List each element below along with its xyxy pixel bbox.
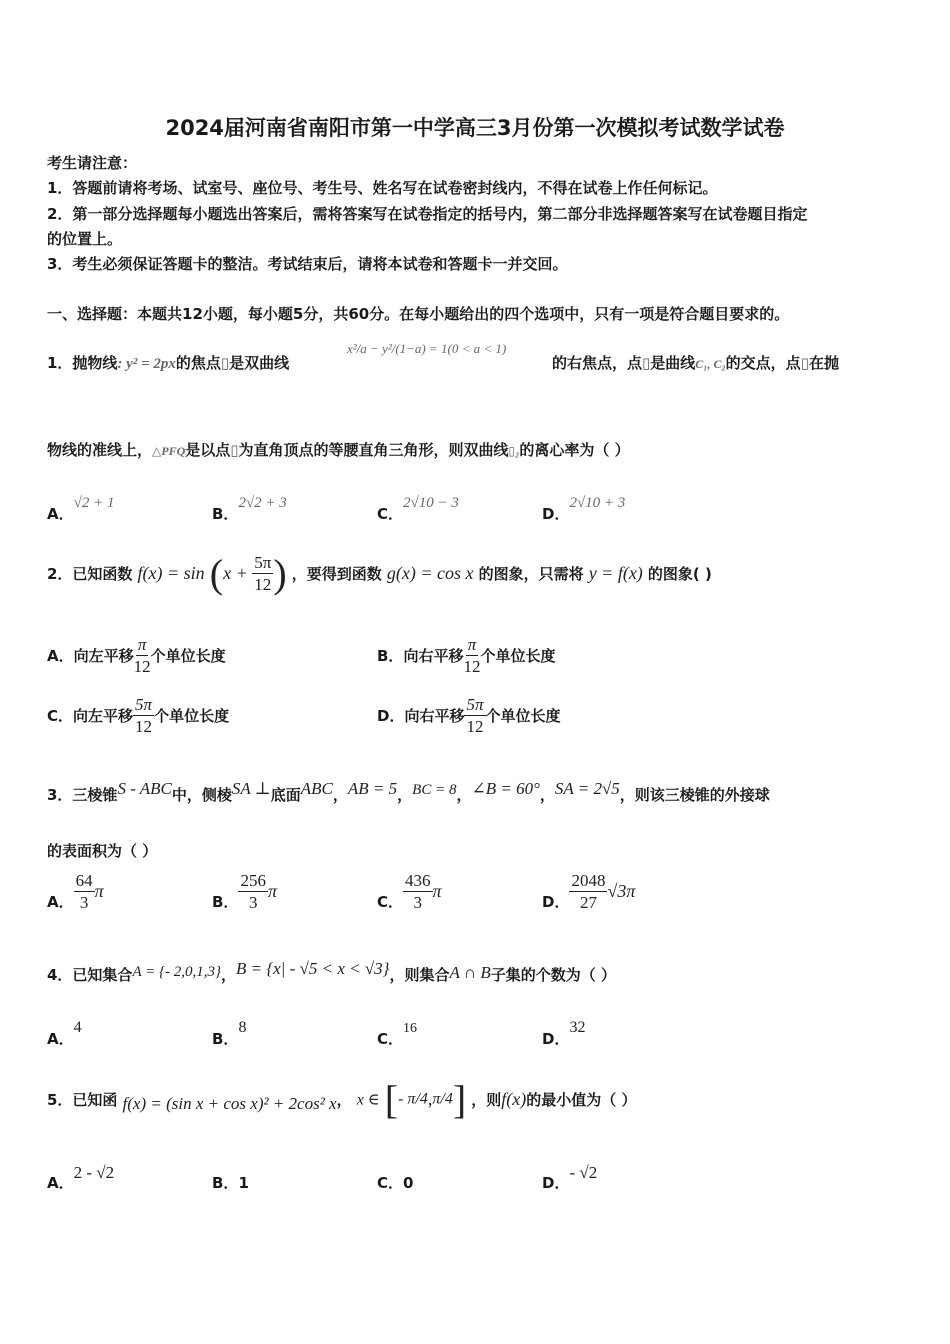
q5-option-c[interactable]	[377, 1172, 413, 1193]
question-4	[47, 959, 616, 985]
q3-sa-length: SA = 2√5	[554, 779, 620, 798]
q1-text-6: 的交点，点	[725, 354, 801, 372]
q5-domain-upper: π/4	[432, 1090, 453, 1108]
option-label: C．	[377, 893, 404, 911]
q1-text-4: 的右焦点，点	[552, 354, 643, 372]
q2-function-g: g(x) = cos x	[386, 563, 474, 583]
q4-option-c[interactable]	[377, 1016, 418, 1048]
q3-pyramid: S - ABC	[117, 779, 172, 798]
option-fraction	[74, 872, 95, 911]
option-pre: 向右平移	[403, 647, 464, 665]
section-heading: 一、选择题：本题共12小题，每小题5分，共60分。在每小题给出的四个选项中，只有一项是符合题目要求的。	[47, 305, 790, 323]
q5-text-3: 的最小值为（ ）	[526, 1091, 637, 1109]
frac-num: π	[137, 635, 147, 654]
q1-option-b[interactable]	[212, 491, 287, 523]
option-fraction	[463, 636, 480, 675]
frac-den: 12	[463, 657, 481, 676]
q2-option-b[interactable]	[377, 636, 555, 675]
q3-ab: AB = 5	[347, 779, 398, 798]
option-post: 个单位长度	[154, 707, 230, 725]
frac-den: 12	[466, 717, 484, 736]
option-fraction	[569, 872, 607, 911]
option-label: C．	[47, 707, 74, 725]
option-fraction	[134, 636, 151, 675]
q4-text-1: 4．已知集合	[47, 966, 133, 984]
option-pre: 向左平移	[73, 647, 134, 665]
q2-paren-close: )	[273, 551, 287, 596]
option-fraction	[403, 872, 433, 911]
frac-den: 12	[254, 575, 272, 594]
q1-text-9: 是以点	[185, 441, 231, 459]
option-pre: 向左平移	[73, 707, 134, 725]
option-value: 2√10 + 3	[569, 495, 626, 511]
q4-set-a: A = {- 2,0,1,3}	[132, 964, 221, 980]
q2-option-c[interactable]	[47, 696, 229, 735]
q5-bracket-open: [	[384, 1077, 399, 1122]
q5-option-b[interactable]	[212, 1172, 249, 1193]
option-label: D．	[542, 1174, 570, 1192]
option-label: B．	[377, 647, 404, 665]
q2-function-f: f(x) = sin	[137, 563, 205, 583]
option-fraction	[133, 696, 154, 735]
q1-line2	[47, 439, 630, 460]
q2-arg: x +	[223, 563, 253, 583]
frac-num: 64	[75, 871, 93, 890]
frac-den: 3	[248, 893, 258, 912]
option-value: 2√10 − 3	[403, 495, 459, 511]
page-title: 2024届河南省南阳市第一中学高三3月份第一次模拟考试数学试卷	[165, 116, 785, 140]
q5-function: f(x) = (sin x + cos x)² + 2cos² x	[122, 1093, 337, 1113]
option-pre: 向右平移	[404, 707, 465, 725]
frac-den: 3	[79, 893, 89, 912]
option-suffix: π	[432, 881, 442, 901]
q2-function-y: y = f(x)	[588, 563, 643, 583]
q2-paren-open: (	[209, 551, 224, 596]
notice-heading: 考生请注意：	[47, 154, 138, 172]
option-suffix: π	[267, 881, 277, 901]
q1-curves: C₁, C₂	[695, 357, 726, 371]
q3-option-c[interactable]	[377, 872, 442, 911]
q1-line1-right	[552, 352, 839, 373]
q1-option-a[interactable]	[47, 491, 115, 523]
frac-den: 12	[133, 657, 151, 676]
notice-item-3: 3．考生必须保证答题卡的整洁。考试结束后，请将本试卷和答题卡一并交回。	[47, 255, 568, 273]
q1-option-d[interactable]	[542, 491, 626, 523]
q3-line2: 的表面积为（ ）	[47, 842, 158, 860]
q5-text-1: 5．已知函	[47, 1091, 118, 1109]
notice-item-1: 1．答题前请将考场、试室号、座位号、考生号、姓名写在试卷密封线内，不得在试卷上作任何标记。	[47, 179, 718, 197]
q4-intersection: A ∩ B	[449, 963, 491, 982]
question-5	[47, 1076, 637, 1123]
q5-option-d[interactable]	[542, 1162, 598, 1192]
frac-den: 27	[579, 893, 597, 912]
q1-text-11: 的离心率为（ ）	[519, 441, 630, 459]
q1-option-c[interactable]	[377, 491, 459, 523]
q5-domain-sep: ,	[427, 1089, 433, 1109]
option-post: 个单位长度	[485, 707, 561, 725]
q1-text-7: 在抛	[808, 354, 839, 372]
q3-text-2: 中，侧棱	[171, 786, 232, 804]
option-value: 16	[403, 1021, 418, 1036]
q2-text-1: 2．已知函数	[47, 565, 133, 583]
option-label: A．	[47, 893, 74, 911]
frac-num: 5π	[135, 695, 153, 714]
option-label: B．	[212, 1174, 239, 1192]
q1-text-2: 的焦点	[175, 354, 221, 372]
option-label: D．	[377, 707, 405, 725]
option-suffix: √3π	[607, 881, 636, 901]
option-value: - √2	[569, 1163, 598, 1182]
frac-den: 12	[135, 717, 153, 736]
q1-text-3: 是双曲线	[229, 354, 290, 372]
q3-text-1: 3．三棱锥	[47, 786, 118, 804]
q4-comma: ，	[220, 966, 236, 984]
option-post: 个单位长度	[480, 647, 556, 665]
q5-option-a[interactable]	[47, 1162, 115, 1192]
q4-text-2: ，则集合	[389, 966, 450, 984]
q1-placeholder-q: ▯	[800, 356, 809, 372]
q4-set-b: B = {x| - √5 < x < √3}	[235, 959, 390, 978]
option-label: D．	[542, 893, 570, 911]
q3-option-b[interactable]	[212, 872, 277, 911]
option-suffix: π	[94, 881, 104, 901]
option-label: B．	[212, 893, 239, 911]
option-label: A．	[47, 1174, 74, 1192]
q2-text-3: 的图象，只需将	[478, 565, 584, 583]
q1-placeholder-p: ▯	[642, 356, 651, 372]
option-value: 2√2 + 3	[238, 495, 287, 511]
option-fraction	[464, 696, 485, 735]
option-label: C．	[377, 1174, 404, 1192]
notice-item-2: 2．第一部分选择题每小题选出答案后，需将答案写在试卷指定的括号内，第二部分非选择题答案写在试卷题目指定	[47, 205, 808, 223]
q3-base: ABC	[300, 779, 333, 798]
option-label: D．	[542, 1030, 570, 1048]
q3-text-3: 底面	[270, 786, 301, 804]
q3-text-4: ，则该三棱锥的外接球	[619, 786, 770, 804]
option-fraction	[238, 872, 268, 911]
q2-text-4: 的图象( )	[647, 565, 712, 583]
option-value: 8	[238, 1019, 247, 1036]
q1-hyperbola: x²/a − y²/(1−a) = 1(0 < a < 1)	[347, 341, 507, 356]
option-label: C．	[377, 505, 404, 523]
q4-option-a[interactable]	[47, 1016, 82, 1048]
notice-item-2-cont: 的位置上。	[47, 230, 123, 248]
q4-option-b[interactable]	[212, 1016, 247, 1048]
option-post: 个单位长度	[150, 647, 226, 665]
q1-line1	[47, 352, 289, 373]
q5-domain-lower: - π/4	[398, 1090, 428, 1108]
q5-bracket-close: ]	[452, 1077, 467, 1122]
q5-comma: ，	[336, 1091, 352, 1109]
q3-comma: ，	[456, 786, 472, 804]
q3-option-a[interactable]	[47, 872, 104, 911]
q1-text-1: 1．抛物线	[47, 354, 118, 372]
q4-text-3: 子集的个数为（ ）	[490, 966, 616, 984]
q3-sa-perp: SA ⊥	[231, 779, 271, 798]
q2-option-a[interactable]	[47, 636, 226, 675]
q3-comma: ，	[397, 786, 413, 804]
q3-comma: ，	[539, 786, 555, 804]
option-label: B．	[212, 505, 239, 523]
q1-text-10: 为直角顶点的等腰直角三角形，则双曲线	[238, 441, 509, 459]
q1-text-8: 物线的准线上，	[47, 441, 153, 459]
q3-bc: BC = 8	[412, 782, 457, 798]
q1-triangle: △PFQ	[152, 444, 186, 458]
option-label: C．	[377, 1030, 404, 1048]
frac-num: π	[467, 635, 477, 654]
frac-num: 256	[240, 871, 266, 890]
q2-fraction	[252, 554, 273, 593]
q3-option-d[interactable]	[542, 872, 635, 911]
q1-text-5: 是曲线	[650, 354, 696, 372]
q2-option-d[interactable]	[377, 696, 561, 735]
option-label: A．	[47, 1030, 74, 1048]
frac-den: 3	[413, 893, 423, 912]
option-value: 2 - √2	[73, 1163, 115, 1182]
q1-placeholder-f2: ▯	[230, 443, 239, 459]
q3-comma: ，	[332, 786, 348, 804]
frac-num: 436	[405, 871, 431, 890]
q1-placeholder-f: ▯	[220, 356, 230, 372]
option-label: D．	[542, 505, 570, 523]
q5-text-2: ，则	[471, 1091, 502, 1109]
q5-domain-x: x ∈	[356, 1091, 380, 1109]
question-3	[47, 779, 770, 805]
q1-c2: ▯₂	[508, 444, 520, 458]
q1-parabola: : y² = 2px	[117, 356, 176, 372]
q4-option-d[interactable]	[542, 1016, 586, 1048]
option-value: 4	[73, 1019, 82, 1036]
option-value: 1	[238, 1174, 249, 1192]
option-label: B．	[212, 1030, 239, 1048]
q5-fx: f(x)	[501, 1089, 527, 1109]
option-label: A．	[47, 505, 74, 523]
q3-angle-b: ∠B = 60°	[471, 779, 540, 798]
question-2	[47, 550, 712, 597]
option-value: 0	[403, 1174, 414, 1192]
q2-text-2: ，要得到函数	[291, 565, 382, 583]
option-value: 32	[569, 1019, 586, 1036]
option-value: √2 + 1	[73, 495, 115, 511]
option-label: A．	[47, 647, 74, 665]
frac-num: 5π	[466, 695, 484, 714]
frac-num: 5π	[254, 553, 272, 572]
frac-num: 2048	[571, 871, 606, 890]
